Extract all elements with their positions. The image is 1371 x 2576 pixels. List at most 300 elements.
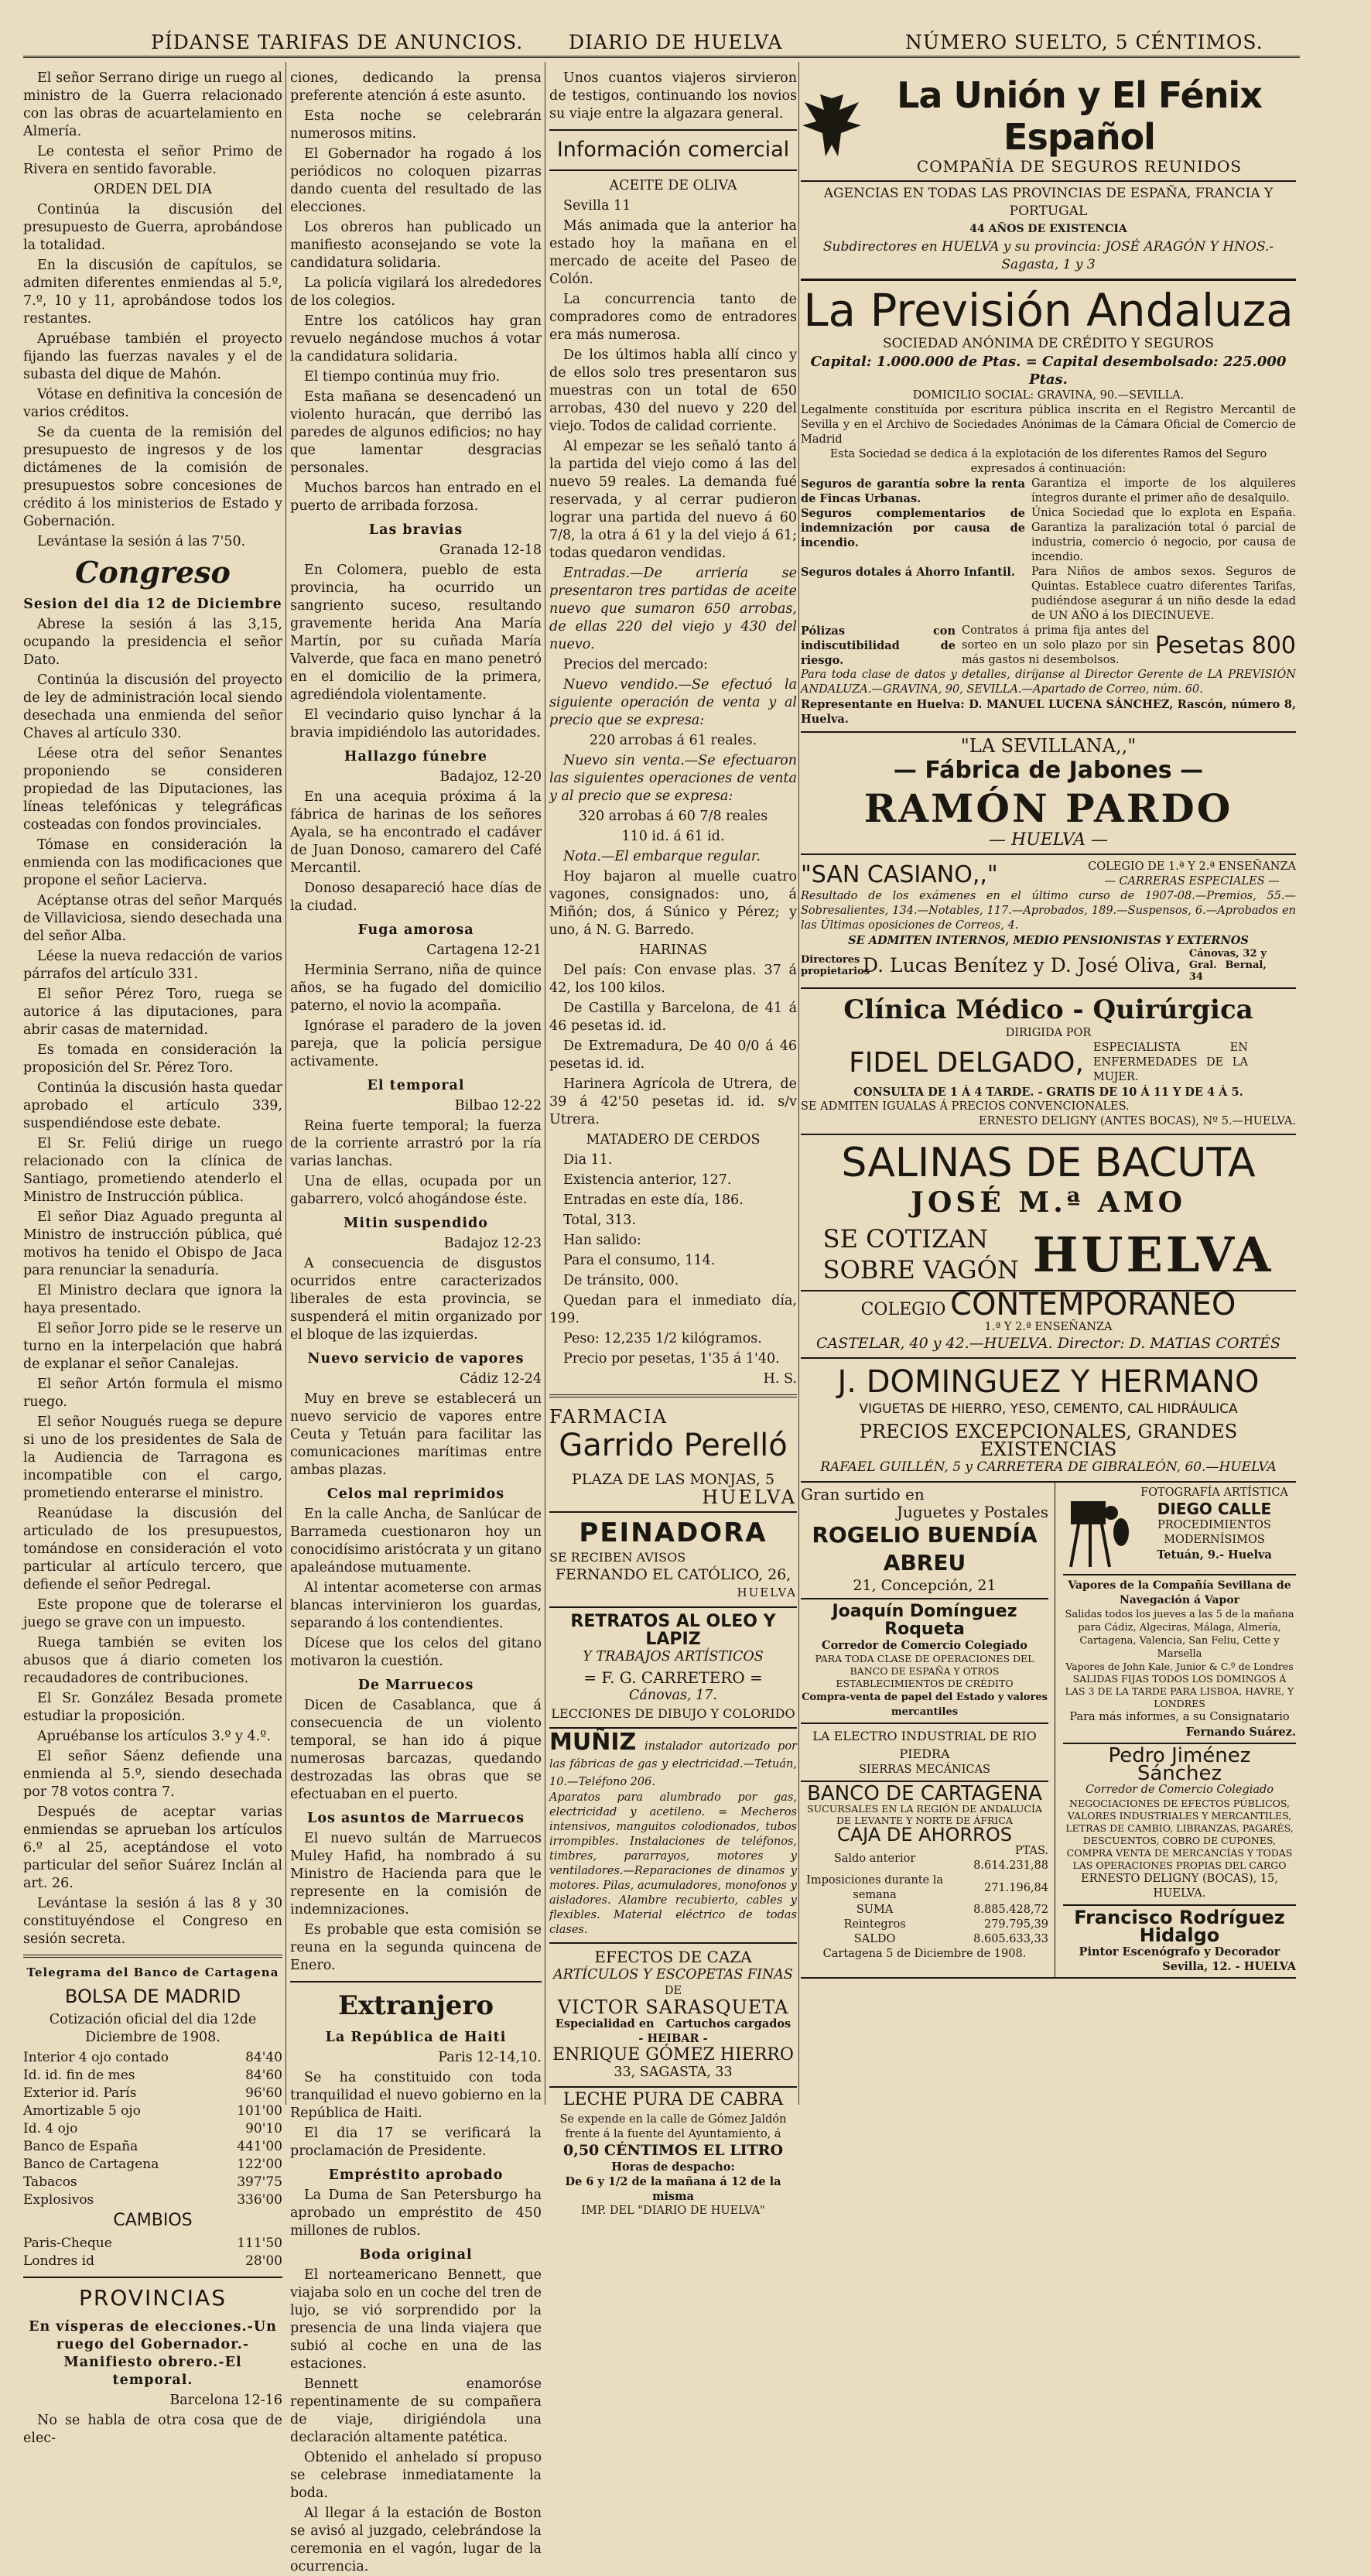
- row-value: 8.885.428,72: [973, 1904, 1048, 1916]
- table-row: [23, 2102, 282, 2120]
- ad-title: ROGELIO BUENDÍA ABREU: [812, 1522, 1038, 1575]
- section-heading: ORDEN DEL DIA: [94, 182, 212, 197]
- phoenix-emblem-icon: [801, 91, 863, 160]
- section-heading: Hallazgo fúnebre: [344, 749, 488, 765]
- ad-text: Aparatos para alumbrado por gas, electricidad y acetileno. = Mecheros intensivos, manguitos colodionados, tubos irrompibles. Instalaciones de teléfonos, timbres, pararrayos, motores y ventiladores.—Reparaciones de dinamos y motores. Pilas, acumuladores, monofonos y aisladores. Alambre recubierto, cables y flexibles. Material eléctrico de todas clases.: [549, 1791, 797, 1936]
- ad-text: Capital: 1.000.000 de Ptas. = Capital desembolsado: 225.000 Ptas.: [810, 354, 1287, 388]
- paragraph: A consecuencia de disgustos ocurridos entre caracterizados liberales de esta provincia, se suspenderá el mitin organizado por el bloque de las izquierdas.: [290, 1256, 542, 1343]
- divider: [290, 1981, 542, 1982]
- ad-text: Horas de despacho:: [611, 2160, 735, 2174]
- table-row: [23, 2174, 282, 2191]
- paragraph: 110 id. á 61 id.: [621, 829, 725, 844]
- ad-title: Joaquín Domínguez Roqueta: [832, 1602, 1017, 1639]
- section-heading: Sesion del dia 12 de Diciembre: [23, 597, 282, 612]
- paragraph: Se ha constituido con toda tranquilidad el nuevo gobierno en la República de Haiti.: [290, 2070, 542, 2121]
- paragraph: Nota.—El embarque regular.: [563, 849, 761, 864]
- section-heading: De Marruecos: [357, 1678, 474, 1693]
- ad-text: AGENCIAS EN TODAS LAS PROVINCIAS DE ESPAÑA, FRANCIA Y PORTUGAL: [823, 186, 1274, 219]
- ad-text: EFECTOS DE CAZA: [594, 1948, 752, 1966]
- signature: H. S.: [763, 1371, 797, 1387]
- ad-text: 44 AÑOS DE EXISTENCIA: [969, 223, 1127, 235]
- row-value: 101'00: [237, 2103, 282, 2119]
- paragraph: Ignórase el paradero de la joven pareja, que la policía persigue activamente.: [290, 1018, 542, 1069]
- row-value: 397'75: [237, 2174, 282, 2190]
- ad-title: Pedro Jiménez Sánchez: [1108, 1744, 1251, 1785]
- ad-rogelio: [801, 1483, 1048, 1599]
- paragraph: Hoy bajaron al muelle cuatro vagones, consignados: uno, á Miñón; dos, á Súnico y Pérez; y uno, á N. G. Barredo.: [549, 869, 797, 938]
- ad-text: Vapores de John Kale, Junior & C.º de Londres SALIDAS FIJAS TODOS LOS DOMINGOS Á LAS 3 DE LA TARDE PARA LISBOA, HAVRE, Y LONDRES: [1065, 1661, 1294, 1709]
- paragraph: Muy en breve se establecerá un nuevo servicio de vapores entre Ceuta y Tetuán para facilitar las comunicaciones marítimas entre ambas plazas.: [290, 1391, 542, 1478]
- column-2: [290, 70, 542, 2574]
- ad-text: HUELVA: [702, 1486, 797, 1508]
- paragraph: Donoso desapareció hace días de la ciudad.: [290, 881, 542, 914]
- paragraph: En la discusión de capítulos, se admiten diferentes enmiendas al 5.º, 7.º, 10 y 11, aprobándose todos los restantes.: [23, 258, 282, 327]
- ad-text: Compra-venta de papel del Estado y valores mercantiles: [802, 1692, 1048, 1718]
- ad-text: Representante en Huelva: D. MANUEL LUCENA SÁNCHEZ, Rascón, número 8, Huelva.: [801, 698, 1296, 726]
- ad-title: RETRATOS AL OLEO Y LAPIZ: [570, 1612, 776, 1649]
- dateline: Badajoz, 12-20: [439, 769, 542, 785]
- ad-text: ARTÍCULOS Y ESCOPETAS FINAS: [553, 1967, 793, 1982]
- ad-text: Subdirectores en HUELVA y su provincia: JOSÉ ARAGÓN Y HNOS.-Sagasta, 1 y 3: [801, 238, 1296, 281]
- paragraph: Más animada que la anterior ha estado hoy la mañana en el mercado de aceite del Paseo de Colón.: [549, 218, 797, 287]
- ad-text: Salidas todos los jueves a las 5 de la mañana para Cádiz, Algeciras, Málaga, Almería, Cartagena, Valencia, San Feliu, Cette y Marsella: [1065, 1609, 1294, 1660]
- ad-dominguez: [801, 1359, 1296, 1483]
- paragraph: El Ministro declara que ignora la haya presentado.: [23, 1283, 282, 1316]
- matadero-list: [549, 1151, 797, 1368]
- column-divider: [285, 62, 286, 2105]
- ad-text: instalador autorizado por las fábricas de gas y electricidad.—Tetuán, 10.—Teléfono 206.: [549, 1740, 797, 1788]
- ad-text: Resultado de los exámenes en el último curso de 1907-08.—Premios, 55.—Sobresalientes, 134.—Notables, 117.—Aprobados, 189.—Suspensos, 6.—Aprobados en las Últimas oposiciones de Correos, 4.: [801, 890, 1296, 932]
- table-row: [801, 1932, 1048, 1947]
- extranjero-heading: Extranjero: [337, 1990, 494, 2021]
- paragraph: El señor Nougués ruega se depure si uno de los presidentes de Sala de la Audiencia de Tarragona es incompatible con el cargo, prometiendo enterarse el ministro.: [23, 1415, 282, 1501]
- ad-vapores: [1063, 1575, 1296, 1744]
- paragraph: Herminia Serrano, niña de quince años, se ha fugado del domicilio paterno, el novio la acompaña.: [290, 963, 542, 1014]
- ad-efectos-caza: [549, 1944, 797, 2088]
- section-heading: El temporal: [367, 1078, 465, 1093]
- ad-text: De 6 y 1/2 de la mañana á 12 de la misma: [565, 2175, 781, 2203]
- ad-text: ESPECIALISTA EN ENFERMEDADES DE LA MUJER.: [1092, 1042, 1248, 1083]
- ad-title: La Unión y El Fénix Español: [897, 74, 1262, 158]
- ad-retratos: [549, 1608, 797, 1729]
- column-4-ads: [801, 70, 1296, 2105]
- ad-text: Para más informes, a su Consignatario: [1069, 1711, 1290, 1723]
- ad-text: PRECIOS EXCEPCIONALES, GRANDES EXISTENCIAS: [859, 1421, 1238, 1460]
- paragraph: Dicen de Casablanca, que á consecuencia de un violento temporal, se han ido á pique numerosas barcazas, quedando destrozadas las obras que se efectuaban en el puerto.: [290, 1698, 542, 1802]
- ad-text: 33, SAGASTA, 33: [614, 2065, 733, 2080]
- list-item: Total, 313.: [563, 1213, 637, 1228]
- ad-text: [549, 2017, 797, 2031]
- dateline: Badajoz 12-23: [443, 1236, 542, 1251]
- row-label: Banco de Cartagena: [23, 2157, 159, 2172]
- ad-joaquin: [801, 1599, 1048, 1724]
- row-value: 28'00: [245, 2253, 282, 2269]
- paragraph: El vecindario quiso lynchar á la bravia impidiéndolo las autoridades.: [290, 707, 542, 741]
- paragraph: El señor Artón formula el mismo ruego.: [23, 1377, 282, 1410]
- ad-text: COLEGIO DE 1.ª Y 2.ª ENSEÑANZA: [1088, 860, 1296, 873]
- list-item: Existencia anterior, 127.: [563, 1172, 732, 1188]
- ad-text: SE ADMITEN INTERNOS, MEDIO PENSIONISTAS Y EXTERNOS: [848, 934, 1249, 947]
- paragraph: Dícese que los celos del gitano motivaron la cuestión.: [290, 1636, 542, 1669]
- column-divider: [798, 62, 799, 2105]
- ad-text: PROCEDIMIENTOS: [1157, 1519, 1271, 1531]
- dateline: Granada 12-18: [439, 542, 542, 558]
- paragraph: Nuevo sin venta.—Se efectuaron las siguientes operaciones de venta y al precio que se expresa:: [549, 753, 797, 804]
- divider: [549, 129, 797, 131]
- list-item: Para el consumo, 114.: [563, 1253, 716, 1268]
- ad-prevision: [801, 281, 1296, 733]
- paragraph: Muchos barcos han entrado en el puerto de arribada forzosa.: [290, 481, 542, 514]
- row-label: Banco de España: [23, 2139, 138, 2154]
- ad-text: Especialidad en: [555, 2017, 655, 2030]
- ad-text: Y TRABAJOS ARTÍSTICOS: [583, 1649, 764, 1664]
- paragraph: Continúa la discusión del proyecto de ley de administración local siendo desechada una enmienda del señor Chaves al artículo 330.: [23, 672, 282, 741]
- paragraph: Léese la nueva redacción de varios párrafos del artículo 331.: [23, 949, 282, 982]
- list-item: Quedan para el inmediato día, 199.: [549, 1293, 797, 1326]
- row-label: Imposiciones durante la semana: [806, 1874, 944, 1901]
- ad-title: PEINADORA: [579, 1517, 768, 1548]
- ad-text: LECCIONES DE DIBUJO Y COLORIDO: [551, 1706, 795, 1721]
- ad-text: Seguros complementarios de indemnización por causa de incendio.: [801, 507, 1025, 549]
- paragraph: El norteamericano Bennett, que viajaba solo en un coche del tren de lujo, se vió sorprendido por la presencia de una linda viajera que subió al coche en una de las estaciones.: [290, 2267, 542, 2372]
- section-heading: HARINAS: [639, 942, 707, 958]
- ad-text: CONSULTA DE 1 Á 4 TARDE. - GRATIS DE 10 Á 11 Y DE 4 Á 5.: [853, 1086, 1243, 1099]
- banco-table: [801, 1844, 1048, 1947]
- paragraph: Es probable que esta comisión se reuna en la segunda quincena de Enero.: [290, 1922, 542, 1973]
- ad-text: Pólizas con indiscutibilidad de riesgo.: [801, 624, 956, 667]
- row-value: 122'00: [237, 2157, 282, 2172]
- section-heading: Nuevo servicio de vapores: [307, 1351, 525, 1367]
- table-row: [23, 2253, 282, 2270]
- row-label: Id. id. fin de mes: [23, 2068, 135, 2083]
- ad-text: CASTELAR, 40 y 42.—HUELVA. Director: D. MATIAS CORTÉS: [815, 1335, 1281, 1352]
- ad-text: FERNANDO EL CATÓLICO, 26,: [555, 1566, 791, 1583]
- section-heading: MATADERO DE CERDOS: [586, 1132, 761, 1148]
- section-heading: BOLSA DE MADRID: [64, 1986, 241, 2007]
- ad-title: La Previsión Andaluza: [803, 284, 1294, 337]
- ad-title: Vapores de la Compañía Sevillana de Navegación á Vapor: [1068, 1579, 1291, 1606]
- header-left: PÍDANSE TARIFAS DE ANUNCIOS.: [151, 31, 524, 53]
- paragraph: Al empezar se les señaló tanto á la partida del viejo como á las del nuevo 59 reales. La demanda fué reservada, y al cerrar pudieron lograr una partida del nuevo á 60 7/8, la otra á 61 y la del viejo á 61; todas quedaron vendidas.: [549, 439, 797, 561]
- ad-title: FIDEL DELGADO,: [849, 1047, 1084, 1079]
- ad-title: HUELVA: [1032, 1226, 1274, 1283]
- ad-text: FOTOGRAFÍA ARTÍSTICA: [1140, 1486, 1288, 1499]
- paragraph: La Duma de San Petersburgo ha aprobado un empréstito de 450 millones de rublos.: [290, 2188, 542, 2239]
- paragraph: La policía vigilará los alrededores de los colegios.: [290, 275, 542, 309]
- ad-banco-cartagena: [801, 1782, 1048, 1965]
- cambios-table: [23, 2235, 282, 2270]
- paragraph: Esta noche se celebrarán numerosos mitins.: [290, 108, 542, 142]
- ad-text: Gran surtido en: [801, 1485, 925, 1504]
- paragraph: La concurrencia tanto de compradores como de entradores era más numerosa.: [549, 292, 797, 343]
- list-item: Entradas en este día, 186.: [563, 1192, 744, 1208]
- ad-text: Juguetes y Postales: [897, 1503, 1048, 1521]
- row-label: Id. 4 ojo: [23, 2121, 78, 2136]
- ad-text: DOMICILIO SOCIAL: GRAVINA, 90.—SEVILLA.: [912, 389, 1185, 402]
- paragraph: Entre los católicos hay gran revuelo negándose muchos á votar la candidatura solidaria.: [290, 313, 542, 364]
- paragraph: El Gobernador ha rogado á los periódicos no coloquen pizarras dando cuenta del resultado de las elecciones.: [290, 146, 542, 215]
- ad-text: "LA SEVILLANA,,": [960, 735, 1137, 757]
- row-label: SALDO: [853, 1933, 896, 1945]
- paragraph: Apruébanse los artículos 3.º y 4.º.: [37, 1729, 271, 1744]
- ad-title: BANCO DE CARTAGENA: [807, 1782, 1042, 1805]
- section-heading: La República de Haiti: [325, 2030, 507, 2045]
- insurance-row: [801, 477, 1296, 506]
- section-heading: Empréstito aprobado: [328, 2167, 504, 2183]
- list-item: Dia 11.: [563, 1152, 613, 1168]
- paragraph: ciones, dedicando la prensa preferente atención á este asunto.: [290, 70, 542, 104]
- paragraph: Harinera Agrícola de Utrera, de 39 á 42'50 pesetas id. id. s/v Utrera.: [549, 1076, 797, 1127]
- ad-text: Cartuchos cargados: [665, 2017, 791, 2030]
- paragraph: El tiempo continúa muy frio.: [304, 369, 501, 385]
- row-value: 111'50: [237, 2236, 282, 2251]
- paragraph: Nuevo vendido.—Se efectuó la siguiente operación de venta y al precio que se expresa:: [549, 677, 797, 728]
- paragraph: Se da cuenta de la remisión del presupuesto de ingresos y de los dictámenes de la comisión de presupuestos sobre concesiones de crédito á los ministerios de Estado y Gobernación.: [23, 425, 282, 529]
- dateline: Cádiz 12-24: [460, 1371, 542, 1387]
- dateline: Sevilla 11: [563, 198, 631, 214]
- row-label: Tabacos: [23, 2174, 77, 2190]
- ad-text: Tetuán, 9.- Huelva: [1157, 1548, 1272, 1562]
- ad-text: COLEGIO: [860, 1300, 946, 1319]
- ad-text: — HUELVA —: [988, 830, 1109, 850]
- ad-text: COMPAÑÍA DE SEGUROS REUNIDOS: [916, 157, 1243, 176]
- ad-text: RAFAEL GUILLÉN, 5 y CARRETERA DE GIBRALEÓN, 60.—HUELVA: [820, 1459, 1277, 1475]
- paragraph: Obtenido el anhelado sí propuso se celebrase inmediatamente la boda.: [290, 2450, 542, 2501]
- paragraph: El dia 17 se verificará la proclamación de Presidente.: [290, 2126, 542, 2159]
- paragraph: El señor Sáenz defiende una enmienda al 5.º, siendo desechada por 78 votos contra 7.: [23, 1749, 282, 1800]
- list-item: Precio por pesetas, 1'35 á 1'40.: [563, 1351, 780, 1367]
- paragraph: Los obreros han publicado un manifiesto aconsejando se vote la candidatura solidaria.: [290, 220, 542, 271]
- paragraph: Abrese la sesión á las 3,15, ocupando la presidencia el señor Dato.: [23, 617, 282, 668]
- ad-title: DIEGO CALLE: [1157, 1500, 1272, 1518]
- table-row: [23, 2085, 282, 2102]
- dateline: Cartagena 12-21: [426, 942, 542, 958]
- ad-text: MODERNÍSIMOS: [1164, 1534, 1265, 1546]
- ad-title: "SAN CASIANO,,": [801, 860, 998, 888]
- row-label: Amortizable 5 ojo: [23, 2103, 141, 2119]
- ad-peinadora: [549, 1513, 797, 1608]
- ad-text: Cánovas, 32 y Gral. Bernal, 34: [1188, 948, 1267, 983]
- ad-title: CAJA DE AHORROS: [837, 1824, 1012, 1846]
- ad-title: — Fábrica de Jabones —: [893, 757, 1204, 784]
- section-heading: CAMBIOS: [113, 2211, 193, 2230]
- ad-text: 21, Concepción, 21: [853, 1577, 997, 1594]
- ad-text: VIGUETAS DE HIERRO, YESO, CEMENTO, CAL HIDRÁULICA: [859, 1401, 1238, 1417]
- ad-pedro: [1063, 1744, 1296, 1906]
- ad-title: Pesetas 800: [1154, 631, 1296, 659]
- paragraph: De Castilla y Barcelona, de 41 á 46 pesetas id. id.: [549, 1001, 797, 1034]
- divider: [549, 169, 797, 171]
- ad-text: NEGOCIACIONES DE EFECTOS PÚBLICOS, VALORES INDUSTRIALES Y MERCANTILES, LETRAS DE CAMBIO, LIBRANZAS, PAGARÉS, DESCUENTOS, COBRO DE CUPONES, COMPRA VENTA DE MERCANCÍAS Y TODAS LAS OPERACIONES PROPIAS DEL CARGO: [1065, 1798, 1294, 1871]
- paragraph: Continúa la discusión del presupuesto de Guerra, aprobándose la totalidad.: [23, 202, 282, 253]
- ad-clinica: [801, 989, 1296, 1135]
- paragraph: 220 arrobas á 61 reales.: [589, 733, 757, 748]
- ad-union-fenix: [801, 70, 1296, 182]
- paragraph: Apruébase también el proyecto fijando las fuerzas navales y el de subasta del dique de Mahón.: [23, 331, 282, 382]
- paragraph: Ruega también se eviten los abusos que á diario cometen los recaudadores de contribuciones.: [23, 1635, 282, 1686]
- ad-title: Francisco Rodríguez Hidalgo: [1074, 1907, 1285, 1946]
- paragraph: Al llegar á la estación de Boston se avisó al juzgado, celebrándose la ceremonia en el vagón, lugar de la ocurrencia.: [290, 2506, 542, 2574]
- table-row: [23, 2156, 282, 2174]
- paragraph: Una de ellas, ocupada por un gabarrero, volcó ahogándose éste.: [290, 1174, 542, 1207]
- ad-text: Sevilla, 12. - HUELVA: [1162, 1960, 1296, 1973]
- paragraph: En una acequia próxima á la fábrica de harinas de los señores Ayala, se ha encontrado el cadáver de Juan Donoso, camarero del Café Mercantil.: [290, 789, 542, 876]
- table-row: [801, 1903, 1048, 1917]
- ad-text: Seguros dotales á Ahorro Infantil.: [801, 566, 1015, 579]
- insurance-row: [801, 565, 1296, 624]
- row-value: 96'60: [245, 2085, 282, 2101]
- ad-text: Para toda clase de datos y detalles, diríjanse al Director Gerente de LA PREVISIÓN ANDALUZA.—GRAVINA, 90, SEVILLA.—Apartado de Correo, núm. 60.: [801, 669, 1296, 696]
- ad-contemporaneo: [801, 1287, 1296, 1359]
- ad-text: SUCURSALES EN LA REGIÓN DE ANDALUCÍA DE LEVANTE Y NORTE DE ÁFRICA: [807, 1803, 1042, 1826]
- table-row: [23, 2067, 282, 2085]
- paragraph: De los últimos habla allí cinco y de ellos solo tres presentaron sus muestras con un total de 650 arrobas, 430 del nuevo y 220 del viejo. Todos de calidad corriente.: [549, 347, 797, 434]
- section-heading: PROVINCIAS: [79, 2285, 227, 2311]
- ad-text: Garantiza el importe de los alquileres íntegros durante el primer año de desalquilo.: [1031, 477, 1296, 505]
- row-value: PTAS. 8.614.231,88: [973, 1845, 1048, 1872]
- section-heading: En vísperas de elecciones.-Un ruego del Gobernador.-Manifiesto obrero.-El temporal.: [29, 2319, 277, 2388]
- paragraph: No se habla de otra cosa que de elec-: [23, 2413, 282, 2446]
- ad-text: - HEIBAR -: [638, 2032, 708, 2045]
- column-1: [23, 70, 282, 2446]
- paragraph: Levántase la sesión á las 7'50.: [37, 534, 246, 549]
- ad-text: 1.ª Y 2.ª ENSEÑANZA: [984, 1321, 1113, 1333]
- ad-title: CONTEMPORANEO: [950, 1287, 1236, 1322]
- paragraph: Acéptanse otras del señor Marqués de Villaviciosa, siendo desechada una del señor Alba.: [23, 893, 282, 944]
- paragraph: Reina fuerte temporal; la fuerza de la corriente arrastró por la ría varias lanchas.: [290, 1118, 542, 1169]
- table-row: [23, 2049, 282, 2067]
- row-value: 84'60: [245, 2068, 282, 2083]
- row-value: 271.196,84: [983, 1881, 1048, 1894]
- paragraph: De Extremadura, De 40 0/0 á 46 pesetas id. id.: [549, 1038, 797, 1072]
- paragraph: Precios del mercado:: [563, 657, 708, 672]
- ad-title: VICTOR SARASQUETA: [557, 1996, 789, 2018]
- insurance-row: [801, 624, 1296, 668]
- section-heading: Boda original: [359, 2247, 473, 2263]
- list-item: De tránsito, 000.: [563, 1273, 679, 1288]
- ad-title: MUÑIZ: [549, 1729, 637, 1756]
- table-row: [801, 1917, 1048, 1932]
- ad-text: Seguros de garantía sobre la renta de Fincas Urbanas.: [801, 477, 1025, 505]
- ad-title: JOSÉ M.ª AMO: [911, 1186, 1186, 1219]
- row-value: 441'00: [237, 2139, 282, 2154]
- paragraph: Bennett enamoróse repentinamente de su compañera de viaje, dirigiéndola una declaración altamente patética.: [290, 2376, 542, 2445]
- paragraph: Entradas.—De arriería se presentaron tres partidas de aceite nuevo que sumaron 650 arrobas, de ellas 220 del viejo y 430 del nuevo.: [549, 566, 797, 652]
- row-value: 336'00: [237, 2192, 282, 2208]
- paragraph: En Colomera, pueblo de esta provincia, ha ocurrido un sangriento suceso, resultando gravemente herida Ana María Martín, por su cuñada María Valverde, que faca en mano penetró en el domicilio de la primera, agrediéndola violentamente.: [290, 563, 542, 703]
- paragraph: Del país: Con envase plas. 37 á 42, los 100 kilos.: [549, 963, 797, 996]
- ad-text: PARA TODA CLASE DE OPERACIONES DEL BANCO DE ESPAÑA Y OTROS ESTABLECIMIENTOS DE CRÉDITO: [815, 1653, 1034, 1689]
- paragraph: Es tomada en consideración la proposición del Sr. Pérez Toro.: [23, 1042, 282, 1076]
- ad-text: ERNESTO DELIGNY (ANTES BOCAS), Nº 5.—HUELVA.: [978, 1115, 1296, 1127]
- ad-title: LECHE PURA DE CABRA: [562, 2090, 784, 2109]
- paragraph: Esta mañana se desencadenó un violento huracán, que derribó las paredes de algunos edificios; no hay que lamentar desgracias personales.: [290, 389, 542, 476]
- paragraph: Levántase la sesión á las 8 y 30 constituyéndose el Congreso en sesión secreta.: [23, 1896, 282, 1947]
- ad-text: SOCIEDAD ANÓNIMA DE CRÉDITO Y SEGUROS: [882, 336, 1215, 351]
- ad-ramon-pardo: [801, 733, 1296, 855]
- ad-text: Única Sociedad que lo explota en España. Garantiza la paralización total ó parcial de industria, comercio ó negocio, por causa de incendio.: [1031, 507, 1296, 563]
- header-center: DIARIO DE HUELVA: [569, 31, 783, 53]
- ad-text: Fernando Suárez.: [1185, 1726, 1296, 1739]
- dateline: Barcelona 12-16: [169, 2393, 282, 2408]
- section-heading: Las bravias: [368, 522, 463, 538]
- ad-text: PLAZA DE LAS MONJAS, 5: [571, 1471, 775, 1488]
- list-item: Han salido:: [563, 1233, 641, 1248]
- ad-text: DIRIGIDA POR: [1005, 1027, 1092, 1039]
- paragraph: En la calle Ancha, de Sanlúcar de Barrameda cuestionaron hoy un conocidísimo aristócrata y un gitano apaleándose mutuamente.: [290, 1507, 542, 1575]
- paragraph: Unos cuantos viajeros sirvieron de testigos, continuando los novios su viaje entre la algazara general.: [549, 70, 797, 121]
- ad-title: SALINAS DE BACUTA: [841, 1140, 1256, 1186]
- paragraph: Tómase en consideración la enmienda con las modificaciones que propone el señor Lacierva.: [23, 837, 282, 888]
- ad-title: D. Lucas Benítez y D. José Oliva,: [863, 954, 1181, 977]
- ad-text: — CARRERAS ESPECIALES —: [1104, 875, 1280, 888]
- row-label: Exterior id. París: [23, 2085, 137, 2101]
- ad-text: SOBRE VAGÓN: [822, 1255, 1019, 1285]
- paragraph: El señor Serrano dirige un ruego al ministro de la Guerra relacionado con las obras de acuartelamiento en Almería.: [23, 70, 282, 139]
- paragraph: El Sr. Feliú dirige un ruego relacionado con la clínica de Santiago, prometiendo atenderlo el Ministro de Instrucción pública.: [23, 1136, 282, 1205]
- row-label: Paris-Cheque: [23, 2236, 112, 2251]
- dateline: Bilbao 12-22: [454, 1098, 542, 1114]
- paragraph: Vótase en definitiva la concesión de varios créditos.: [23, 387, 282, 420]
- congreso-heading: Congreso: [75, 555, 231, 590]
- divider: [23, 1955, 282, 1958]
- paragraph: Después de aceptar varias enmiendas se aprueban los artículos 6.º al 25, aceptándose el voto particular del señor Suárez Inclán al art. 26.: [23, 1805, 282, 1891]
- table-row: [23, 2235, 282, 2253]
- row-value: 90'10: [245, 2121, 282, 2136]
- paragraph: Al intentar acometerse con armas blancas intervinieron los guardas, separando á los contendientes.: [290, 1580, 542, 1631]
- ad-electro: [801, 1724, 1048, 1782]
- ad-title: ENRIQUE GÓMEZ HIERRO: [552, 2045, 794, 2065]
- paragraph: Reanúdase la discusión del articulado de los presupuestos, tomándose en consideración el voto particular al artículo tercero, que defiende el señor Pedregal.: [23, 1506, 282, 1592]
- dateline: Paris 12-14,10.: [438, 2050, 542, 2065]
- ad-text: Corredor de Comercio Colegiado: [822, 1639, 1027, 1652]
- ad-text: Para Niños de ambos sexos. Seguros de Quintas. Establece cuatro diferentes Tarifas, pudiéndose asegurar á un niño desde la edad de UN AÑO á los DIECINUEVE.: [1031, 566, 1296, 622]
- ad-text: SIERRAS MECÁNICAS: [858, 1764, 990, 1776]
- paragraph: El nuevo sultán de Marruecos Muley Hafid, ha nombrado á su Ministro de Hacienda para que le represente en la comisión de indemnizaciones.: [290, 1831, 542, 1917]
- paragraph: Continúa la discusión hasta quedar aprobado el artículo 339, suspendiéndose este debate.: [23, 1080, 282, 1131]
- bolsa-table: [23, 2049, 282, 2209]
- ad-text: SE RECIBEN AVISOS: [549, 1550, 686, 1565]
- ad-text: Pintor Escenógrafo y Decorador: [1079, 1945, 1280, 1959]
- ad-foto: [1063, 1483, 1296, 1575]
- row-value: 8.605.633,33: [973, 1933, 1048, 1945]
- ad-muniz: [549, 1729, 797, 1944]
- column-3: [549, 70, 797, 2217]
- paragraph: El señor Pérez Toro, ruega se autorice á las diputaciones, para abrir casas de maternidad.: [23, 987, 282, 1038]
- ad-text: Se expende en la calle de Gómez Jaldón frente á la fuente del Ayuntamiento, á: [559, 2113, 787, 2140]
- section-heading: Los asuntos de Marruecos: [307, 1811, 525, 1826]
- paragraph: Este propone que de tolerarse el juego se grave con un impuesto.: [23, 1597, 282, 1630]
- ad-farmacia: [549, 1404, 797, 1513]
- ad-san-casiano: [801, 855, 1296, 989]
- ad-text: Corredor de Comercio Colegiado: [1085, 1784, 1274, 1796]
- ad-francisco: [1063, 1906, 1296, 1977]
- ad-text: Directores propietarios: [801, 953, 870, 977]
- ad-text: = F. G. CARRETERO =: [583, 1668, 763, 1687]
- paragraph: Le contesta el señor Primo de Rivera en sentido favorable.: [23, 144, 282, 177]
- table-row: [23, 2120, 282, 2138]
- divider: [549, 1394, 797, 1397]
- ad-text: Esta Sociedad se dedica á la explotación de los diferentes Ramos del Seguro expresados á continuación:: [829, 448, 1267, 475]
- ad-text: SE COTIZAN: [822, 1224, 989, 1254]
- row-label: Explosivos: [23, 2192, 94, 2208]
- paragraph: El Sr. González Besada promete estudiar la proposición.: [23, 1691, 282, 1724]
- ad-title: Clínica Médico - Quirúrgica: [843, 994, 1253, 1025]
- paragraph: 320 arrobas á 60 7/8 reales: [578, 809, 768, 824]
- imprint: IMP. DEL "DIARIO DE HUELVA": [581, 2205, 765, 2217]
- row-value: 279.795,39: [983, 1918, 1048, 1931]
- ad-text: FARMACIA: [549, 1406, 668, 1428]
